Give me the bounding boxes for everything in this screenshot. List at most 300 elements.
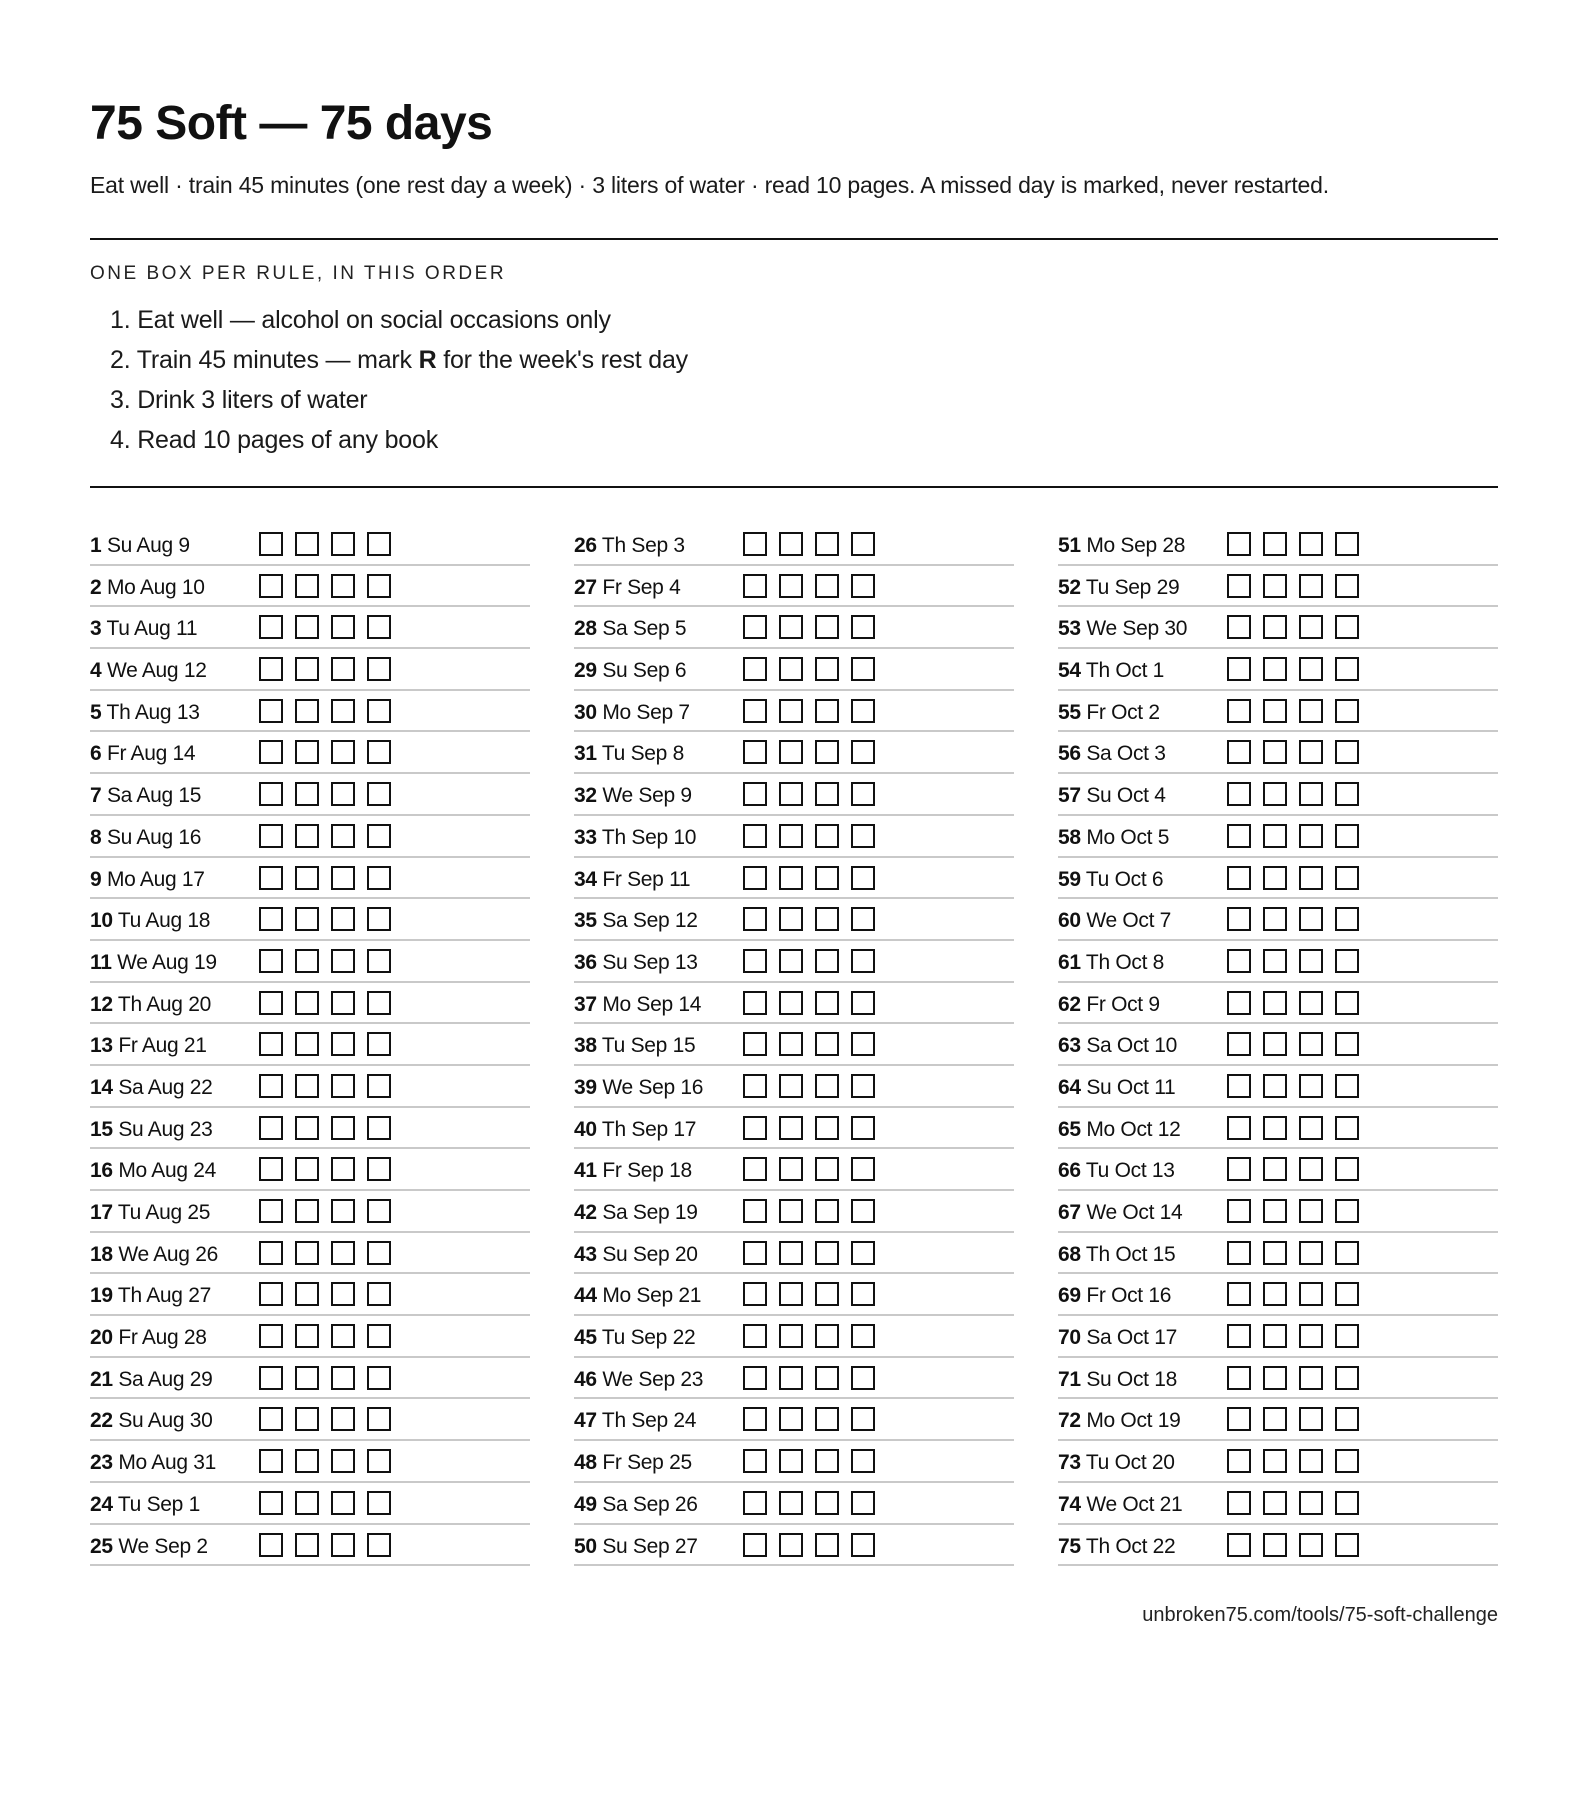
water-checkbox[interactable] <box>815 1157 839 1181</box>
eat-well-checkbox[interactable] <box>259 907 283 931</box>
eat-well-checkbox[interactable] <box>259 1533 283 1557</box>
train-checkbox[interactable] <box>295 1324 319 1348</box>
train-checkbox[interactable] <box>295 1157 319 1181</box>
train-checkbox[interactable] <box>1263 949 1287 973</box>
train-checkbox[interactable] <box>779 574 803 598</box>
read-checkbox[interactable] <box>1335 1491 1359 1515</box>
read-checkbox[interactable] <box>367 782 391 806</box>
water-checkbox[interactable] <box>331 991 355 1015</box>
read-checkbox[interactable] <box>367 949 391 973</box>
train-checkbox[interactable] <box>779 907 803 931</box>
eat-well-checkbox[interactable] <box>743 949 767 973</box>
water-checkbox[interactable] <box>815 1282 839 1306</box>
water-checkbox[interactable] <box>1299 532 1323 556</box>
eat-well-checkbox[interactable] <box>259 532 283 556</box>
read-checkbox[interactable] <box>1335 949 1359 973</box>
water-checkbox[interactable] <box>331 866 355 890</box>
eat-well-checkbox[interactable] <box>1227 574 1251 598</box>
train-checkbox[interactable] <box>1263 907 1287 931</box>
eat-well-checkbox[interactable] <box>743 1241 767 1265</box>
eat-well-checkbox[interactable] <box>1227 615 1251 639</box>
read-checkbox[interactable] <box>851 615 875 639</box>
eat-well-checkbox[interactable] <box>743 1491 767 1515</box>
eat-well-checkbox[interactable] <box>259 740 283 764</box>
train-checkbox[interactable] <box>779 699 803 723</box>
eat-well-checkbox[interactable] <box>1227 699 1251 723</box>
train-checkbox[interactable] <box>295 1241 319 1265</box>
water-checkbox[interactable] <box>815 949 839 973</box>
eat-well-checkbox[interactable] <box>259 657 283 681</box>
eat-well-checkbox[interactable] <box>259 866 283 890</box>
read-checkbox[interactable] <box>367 907 391 931</box>
read-checkbox[interactable] <box>1335 1241 1359 1265</box>
read-checkbox[interactable] <box>1335 532 1359 556</box>
eat-well-checkbox[interactable] <box>259 1241 283 1265</box>
water-checkbox[interactable] <box>331 1407 355 1431</box>
water-checkbox[interactable] <box>1299 1241 1323 1265</box>
water-checkbox[interactable] <box>815 740 839 764</box>
water-checkbox[interactable] <box>331 1449 355 1473</box>
water-checkbox[interactable] <box>331 1282 355 1306</box>
train-checkbox[interactable] <box>295 1032 319 1056</box>
water-checkbox[interactable] <box>815 1074 839 1098</box>
eat-well-checkbox[interactable] <box>1227 1241 1251 1265</box>
eat-well-checkbox[interactable] <box>259 1491 283 1515</box>
eat-well-checkbox[interactable] <box>1227 1449 1251 1473</box>
read-checkbox[interactable] <box>367 1366 391 1390</box>
read-checkbox[interactable] <box>367 1282 391 1306</box>
train-checkbox[interactable] <box>1263 1407 1287 1431</box>
read-checkbox[interactable] <box>1335 657 1359 681</box>
water-checkbox[interactable] <box>815 866 839 890</box>
water-checkbox[interactable] <box>1299 1157 1323 1181</box>
train-checkbox[interactable] <box>1263 1366 1287 1390</box>
eat-well-checkbox[interactable] <box>259 991 283 1015</box>
eat-well-checkbox[interactable] <box>743 740 767 764</box>
water-checkbox[interactable] <box>815 1032 839 1056</box>
water-checkbox[interactable] <box>815 657 839 681</box>
eat-well-checkbox[interactable] <box>743 1533 767 1557</box>
eat-well-checkbox[interactable] <box>259 574 283 598</box>
water-checkbox[interactable] <box>1299 991 1323 1015</box>
train-checkbox[interactable] <box>295 991 319 1015</box>
water-checkbox[interactable] <box>1299 1324 1323 1348</box>
train-checkbox[interactable] <box>779 1116 803 1140</box>
eat-well-checkbox[interactable] <box>1227 1324 1251 1348</box>
train-checkbox[interactable] <box>1263 824 1287 848</box>
water-checkbox[interactable] <box>815 991 839 1015</box>
eat-well-checkbox[interactable] <box>743 1199 767 1223</box>
read-checkbox[interactable] <box>851 1282 875 1306</box>
train-checkbox[interactable] <box>1263 991 1287 1015</box>
train-checkbox[interactable] <box>1263 1032 1287 1056</box>
eat-well-checkbox[interactable] <box>743 532 767 556</box>
read-checkbox[interactable] <box>367 657 391 681</box>
train-checkbox[interactable] <box>1263 699 1287 723</box>
eat-well-checkbox[interactable] <box>1227 1074 1251 1098</box>
water-checkbox[interactable] <box>1299 1491 1323 1515</box>
read-checkbox[interactable] <box>851 532 875 556</box>
train-checkbox[interactable] <box>1263 782 1287 806</box>
read-checkbox[interactable] <box>367 574 391 598</box>
train-checkbox[interactable] <box>779 1366 803 1390</box>
eat-well-checkbox[interactable] <box>1227 1533 1251 1557</box>
water-checkbox[interactable] <box>331 1074 355 1098</box>
water-checkbox[interactable] <box>815 532 839 556</box>
eat-well-checkbox[interactable] <box>259 1074 283 1098</box>
train-checkbox[interactable] <box>1263 532 1287 556</box>
read-checkbox[interactable] <box>1335 1074 1359 1098</box>
water-checkbox[interactable] <box>1299 1282 1323 1306</box>
train-checkbox[interactable] <box>295 907 319 931</box>
read-checkbox[interactable] <box>851 1157 875 1181</box>
train-checkbox[interactable] <box>295 1199 319 1223</box>
water-checkbox[interactable] <box>1299 907 1323 931</box>
read-checkbox[interactable] <box>851 1449 875 1473</box>
water-checkbox[interactable] <box>331 532 355 556</box>
train-checkbox[interactable] <box>295 1449 319 1473</box>
read-checkbox[interactable] <box>367 991 391 1015</box>
train-checkbox[interactable] <box>295 1116 319 1140</box>
train-checkbox[interactable] <box>779 991 803 1015</box>
train-checkbox[interactable] <box>295 1074 319 1098</box>
water-checkbox[interactable] <box>1299 699 1323 723</box>
read-checkbox[interactable] <box>851 1491 875 1515</box>
read-checkbox[interactable] <box>1335 991 1359 1015</box>
water-checkbox[interactable] <box>331 949 355 973</box>
read-checkbox[interactable] <box>851 1324 875 1348</box>
train-checkbox[interactable] <box>779 866 803 890</box>
read-checkbox[interactable] <box>367 1324 391 1348</box>
water-checkbox[interactable] <box>1299 1032 1323 1056</box>
water-checkbox[interactable] <box>331 1491 355 1515</box>
eat-well-checkbox[interactable] <box>259 1157 283 1181</box>
eat-well-checkbox[interactable] <box>743 1449 767 1473</box>
eat-well-checkbox[interactable] <box>1227 824 1251 848</box>
read-checkbox[interactable] <box>367 1074 391 1098</box>
read-checkbox[interactable] <box>367 1157 391 1181</box>
eat-well-checkbox[interactable] <box>1227 1032 1251 1056</box>
eat-well-checkbox[interactable] <box>259 699 283 723</box>
water-checkbox[interactable] <box>815 1407 839 1431</box>
water-checkbox[interactable] <box>1299 1074 1323 1098</box>
read-checkbox[interactable] <box>1335 1407 1359 1431</box>
eat-well-checkbox[interactable] <box>743 1116 767 1140</box>
train-checkbox[interactable] <box>1263 1241 1287 1265</box>
train-checkbox[interactable] <box>779 740 803 764</box>
read-checkbox[interactable] <box>851 657 875 681</box>
eat-well-checkbox[interactable] <box>743 1366 767 1390</box>
read-checkbox[interactable] <box>367 824 391 848</box>
eat-well-checkbox[interactable] <box>743 824 767 848</box>
read-checkbox[interactable] <box>1335 615 1359 639</box>
read-checkbox[interactable] <box>367 1449 391 1473</box>
eat-well-checkbox[interactable] <box>259 1032 283 1056</box>
train-checkbox[interactable] <box>779 1407 803 1431</box>
eat-well-checkbox[interactable] <box>1227 1282 1251 1306</box>
water-checkbox[interactable] <box>331 574 355 598</box>
water-checkbox[interactable] <box>1299 949 1323 973</box>
train-checkbox[interactable] <box>295 949 319 973</box>
water-checkbox[interactable] <box>331 740 355 764</box>
water-checkbox[interactable] <box>1299 657 1323 681</box>
eat-well-checkbox[interactable] <box>259 1366 283 1390</box>
read-checkbox[interactable] <box>1335 1449 1359 1473</box>
water-checkbox[interactable] <box>331 824 355 848</box>
water-checkbox[interactable] <box>1299 1407 1323 1431</box>
eat-well-checkbox[interactable] <box>743 1282 767 1306</box>
water-checkbox[interactable] <box>331 1241 355 1265</box>
read-checkbox[interactable] <box>851 699 875 723</box>
train-checkbox[interactable] <box>779 949 803 973</box>
water-checkbox[interactable] <box>815 615 839 639</box>
eat-well-checkbox[interactable] <box>259 782 283 806</box>
train-checkbox[interactable] <box>1263 657 1287 681</box>
eat-well-checkbox[interactable] <box>1227 657 1251 681</box>
eat-well-checkbox[interactable] <box>1227 740 1251 764</box>
read-checkbox[interactable] <box>1335 574 1359 598</box>
water-checkbox[interactable] <box>1299 1449 1323 1473</box>
water-checkbox[interactable] <box>815 1324 839 1348</box>
train-checkbox[interactable] <box>779 1241 803 1265</box>
train-checkbox[interactable] <box>1263 1157 1287 1181</box>
read-checkbox[interactable] <box>1335 866 1359 890</box>
read-checkbox[interactable] <box>851 1533 875 1557</box>
train-checkbox[interactable] <box>779 1449 803 1473</box>
read-checkbox[interactable] <box>1335 1282 1359 1306</box>
train-checkbox[interactable] <box>295 782 319 806</box>
water-checkbox[interactable] <box>815 1116 839 1140</box>
eat-well-checkbox[interactable] <box>259 1199 283 1223</box>
eat-well-checkbox[interactable] <box>1227 532 1251 556</box>
water-checkbox[interactable] <box>815 699 839 723</box>
water-checkbox[interactable] <box>815 1366 839 1390</box>
train-checkbox[interactable] <box>779 782 803 806</box>
train-checkbox[interactable] <box>295 1533 319 1557</box>
eat-well-checkbox[interactable] <box>259 824 283 848</box>
water-checkbox[interactable] <box>1299 1199 1323 1223</box>
water-checkbox[interactable] <box>1299 1116 1323 1140</box>
water-checkbox[interactable] <box>331 699 355 723</box>
read-checkbox[interactable] <box>1335 1324 1359 1348</box>
water-checkbox[interactable] <box>1299 574 1323 598</box>
read-checkbox[interactable] <box>367 699 391 723</box>
eat-well-checkbox[interactable] <box>259 1324 283 1348</box>
read-checkbox[interactable] <box>851 907 875 931</box>
water-checkbox[interactable] <box>815 1241 839 1265</box>
water-checkbox[interactable] <box>331 782 355 806</box>
train-checkbox[interactable] <box>779 532 803 556</box>
water-checkbox[interactable] <box>1299 1533 1323 1557</box>
read-checkbox[interactable] <box>1335 1157 1359 1181</box>
read-checkbox[interactable] <box>851 866 875 890</box>
read-checkbox[interactable] <box>367 740 391 764</box>
water-checkbox[interactable] <box>1299 615 1323 639</box>
eat-well-checkbox[interactable] <box>259 1116 283 1140</box>
train-checkbox[interactable] <box>295 1491 319 1515</box>
train-checkbox[interactable] <box>295 1366 319 1390</box>
water-checkbox[interactable] <box>331 1116 355 1140</box>
eat-well-checkbox[interactable] <box>1227 949 1251 973</box>
water-checkbox[interactable] <box>1299 1366 1323 1390</box>
read-checkbox[interactable] <box>851 574 875 598</box>
train-checkbox[interactable] <box>1263 1116 1287 1140</box>
train-checkbox[interactable] <box>1263 574 1287 598</box>
water-checkbox[interactable] <box>331 907 355 931</box>
train-checkbox[interactable] <box>779 657 803 681</box>
eat-well-checkbox[interactable] <box>743 907 767 931</box>
water-checkbox[interactable] <box>331 615 355 639</box>
eat-well-checkbox[interactable] <box>743 991 767 1015</box>
read-checkbox[interactable] <box>1335 824 1359 848</box>
eat-well-checkbox[interactable] <box>743 1324 767 1348</box>
read-checkbox[interactable] <box>851 1407 875 1431</box>
water-checkbox[interactable] <box>815 574 839 598</box>
water-checkbox[interactable] <box>815 824 839 848</box>
water-checkbox[interactable] <box>331 1366 355 1390</box>
water-checkbox[interactable] <box>331 1533 355 1557</box>
read-checkbox[interactable] <box>851 782 875 806</box>
eat-well-checkbox[interactable] <box>259 1282 283 1306</box>
train-checkbox[interactable] <box>295 532 319 556</box>
read-checkbox[interactable] <box>851 1116 875 1140</box>
eat-well-checkbox[interactable] <box>743 1074 767 1098</box>
water-checkbox[interactable] <box>815 1533 839 1557</box>
read-checkbox[interactable] <box>1335 699 1359 723</box>
read-checkbox[interactable] <box>1335 740 1359 764</box>
eat-well-checkbox[interactable] <box>1227 1199 1251 1223</box>
train-checkbox[interactable] <box>1263 740 1287 764</box>
read-checkbox[interactable] <box>1335 782 1359 806</box>
train-checkbox[interactable] <box>1263 615 1287 639</box>
eat-well-checkbox[interactable] <box>1227 1157 1251 1181</box>
water-checkbox[interactable] <box>1299 740 1323 764</box>
read-checkbox[interactable] <box>1335 1032 1359 1056</box>
train-checkbox[interactable] <box>295 615 319 639</box>
water-checkbox[interactable] <box>1299 866 1323 890</box>
train-checkbox[interactable] <box>779 1491 803 1515</box>
read-checkbox[interactable] <box>851 1074 875 1098</box>
eat-well-checkbox[interactable] <box>1227 1407 1251 1431</box>
train-checkbox[interactable] <box>295 824 319 848</box>
read-checkbox[interactable] <box>851 740 875 764</box>
water-checkbox[interactable] <box>331 657 355 681</box>
read-checkbox[interactable] <box>367 1491 391 1515</box>
eat-well-checkbox[interactable] <box>743 782 767 806</box>
eat-well-checkbox[interactable] <box>743 1407 767 1431</box>
train-checkbox[interactable] <box>1263 1282 1287 1306</box>
eat-well-checkbox[interactable] <box>743 1032 767 1056</box>
eat-well-checkbox[interactable] <box>743 657 767 681</box>
train-checkbox[interactable] <box>295 866 319 890</box>
train-checkbox[interactable] <box>1263 1324 1287 1348</box>
train-checkbox[interactable] <box>1263 1199 1287 1223</box>
eat-well-checkbox[interactable] <box>259 615 283 639</box>
train-checkbox[interactable] <box>779 615 803 639</box>
eat-well-checkbox[interactable] <box>259 1407 283 1431</box>
train-checkbox[interactable] <box>295 1407 319 1431</box>
read-checkbox[interactable] <box>851 824 875 848</box>
read-checkbox[interactable] <box>851 991 875 1015</box>
water-checkbox[interactable] <box>331 1032 355 1056</box>
read-checkbox[interactable] <box>851 949 875 973</box>
read-checkbox[interactable] <box>367 1199 391 1223</box>
read-checkbox[interactable] <box>851 1366 875 1390</box>
eat-well-checkbox[interactable] <box>743 574 767 598</box>
eat-well-checkbox[interactable] <box>743 1157 767 1181</box>
water-checkbox[interactable] <box>1299 824 1323 848</box>
eat-well-checkbox[interactable] <box>1227 991 1251 1015</box>
eat-well-checkbox[interactable] <box>743 866 767 890</box>
eat-well-checkbox[interactable] <box>1227 907 1251 931</box>
water-checkbox[interactable] <box>331 1199 355 1223</box>
eat-well-checkbox[interactable] <box>1227 1366 1251 1390</box>
read-checkbox[interactable] <box>367 1116 391 1140</box>
train-checkbox[interactable] <box>1263 1449 1287 1473</box>
read-checkbox[interactable] <box>367 615 391 639</box>
water-checkbox[interactable] <box>815 1199 839 1223</box>
train-checkbox[interactable] <box>779 1324 803 1348</box>
train-checkbox[interactable] <box>1263 1491 1287 1515</box>
train-checkbox[interactable] <box>295 657 319 681</box>
water-checkbox[interactable] <box>331 1324 355 1348</box>
read-checkbox[interactable] <box>1335 1199 1359 1223</box>
train-checkbox[interactable] <box>295 1282 319 1306</box>
read-checkbox[interactable] <box>367 1407 391 1431</box>
train-checkbox[interactable] <box>779 1157 803 1181</box>
eat-well-checkbox[interactable] <box>1227 1116 1251 1140</box>
train-checkbox[interactable] <box>779 1199 803 1223</box>
eat-well-checkbox[interactable] <box>1227 782 1251 806</box>
train-checkbox[interactable] <box>779 1282 803 1306</box>
read-checkbox[interactable] <box>851 1241 875 1265</box>
read-checkbox[interactable] <box>367 866 391 890</box>
read-checkbox[interactable] <box>367 532 391 556</box>
train-checkbox[interactable] <box>779 1533 803 1557</box>
read-checkbox[interactable] <box>851 1199 875 1223</box>
water-checkbox[interactable] <box>815 782 839 806</box>
train-checkbox[interactable] <box>295 740 319 764</box>
train-checkbox[interactable] <box>1263 866 1287 890</box>
eat-well-checkbox[interactable] <box>743 699 767 723</box>
eat-well-checkbox[interactable] <box>259 1449 283 1473</box>
train-checkbox[interactable] <box>779 824 803 848</box>
water-checkbox[interactable] <box>815 1491 839 1515</box>
read-checkbox[interactable] <box>367 1032 391 1056</box>
read-checkbox[interactable] <box>367 1533 391 1557</box>
eat-well-checkbox[interactable] <box>259 949 283 973</box>
read-checkbox[interactable] <box>1335 907 1359 931</box>
train-checkbox[interactable] <box>295 699 319 723</box>
read-checkbox[interactable] <box>1335 1116 1359 1140</box>
water-checkbox[interactable] <box>815 907 839 931</box>
train-checkbox[interactable] <box>1263 1533 1287 1557</box>
train-checkbox[interactable] <box>779 1074 803 1098</box>
water-checkbox[interactable] <box>815 1449 839 1473</box>
eat-well-checkbox[interactable] <box>1227 866 1251 890</box>
train-checkbox[interactable] <box>295 574 319 598</box>
water-checkbox[interactable] <box>331 1157 355 1181</box>
read-checkbox[interactable] <box>1335 1366 1359 1390</box>
eat-well-checkbox[interactable] <box>1227 1491 1251 1515</box>
read-checkbox[interactable] <box>851 1032 875 1056</box>
eat-well-checkbox[interactable] <box>743 615 767 639</box>
read-checkbox[interactable] <box>1335 1533 1359 1557</box>
water-checkbox[interactable] <box>1299 782 1323 806</box>
train-checkbox[interactable] <box>779 1032 803 1056</box>
read-checkbox[interactable] <box>367 1241 391 1265</box>
train-checkbox[interactable] <box>1263 1074 1287 1098</box>
